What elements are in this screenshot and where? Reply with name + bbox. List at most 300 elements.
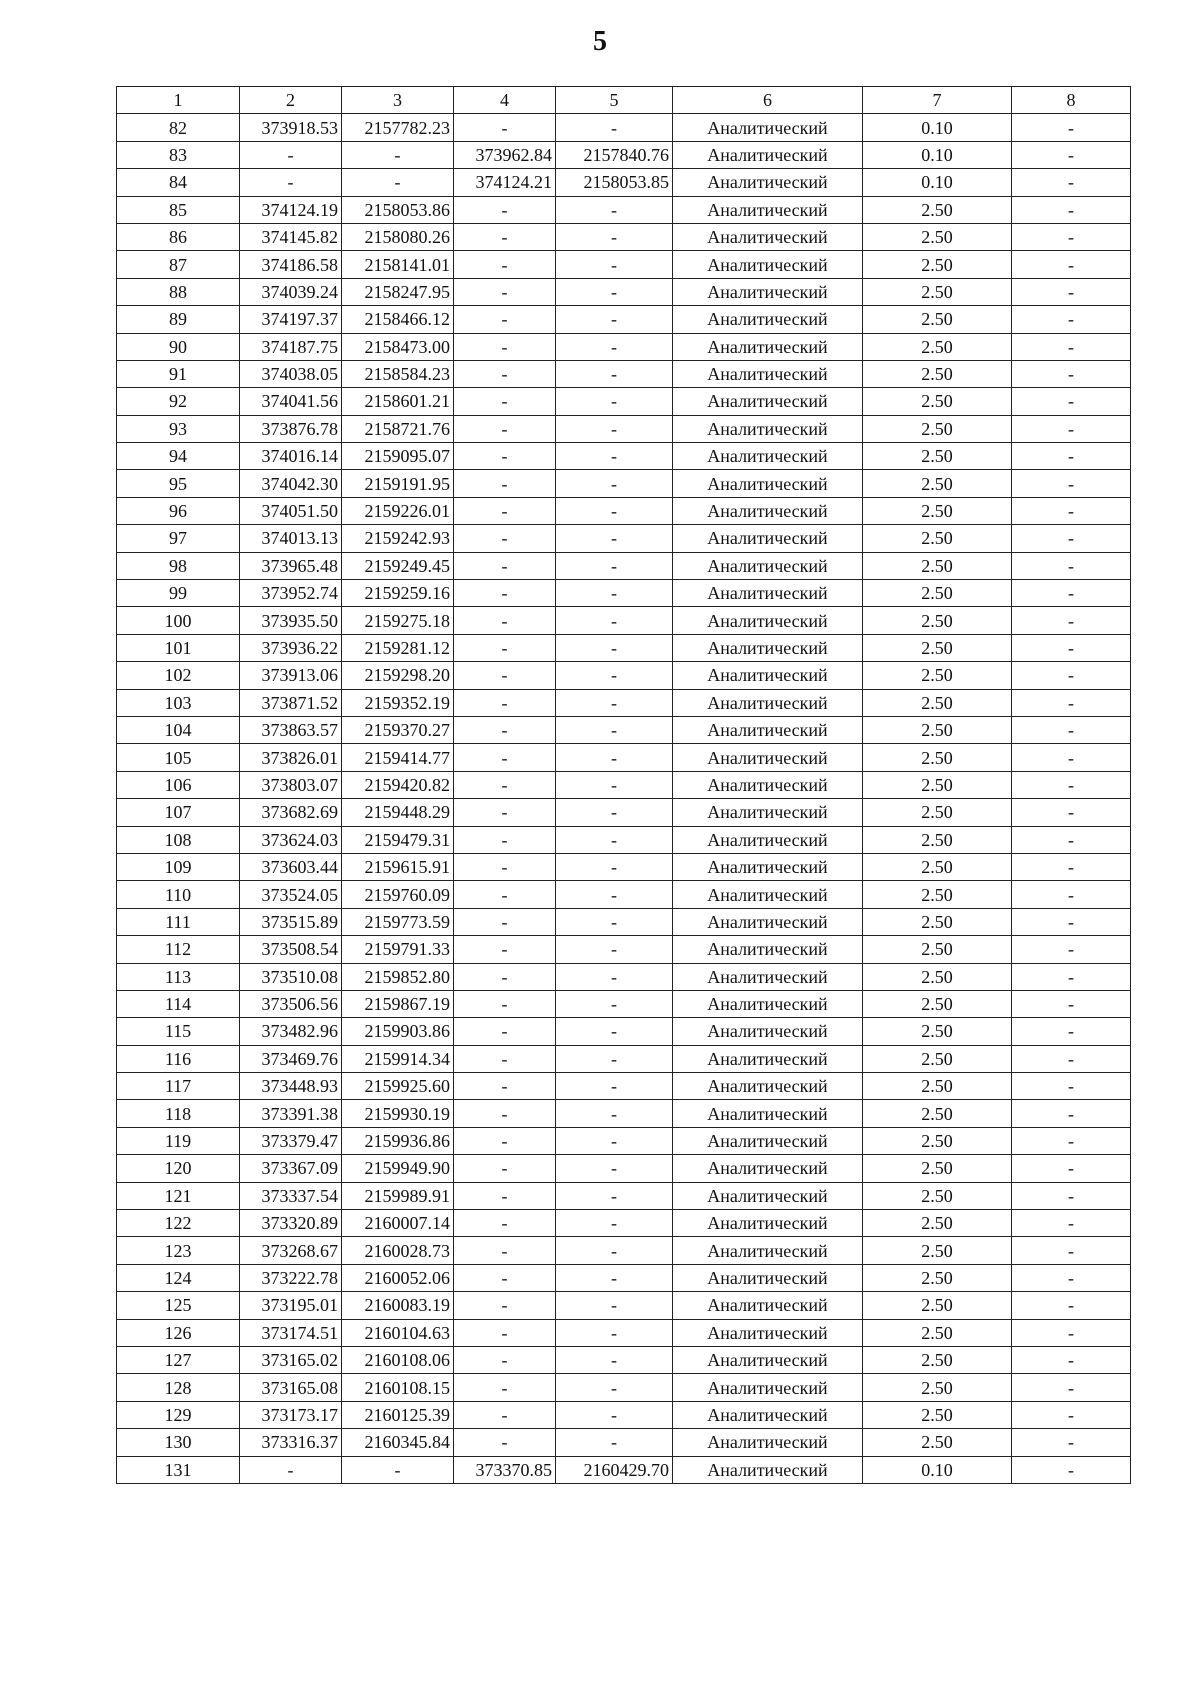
accuracy-cell: 0.10	[863, 141, 1012, 168]
point-number-cell: 116	[117, 1045, 240, 1072]
x-coordinate-alt-cell: -	[454, 1100, 556, 1127]
y-coordinate-alt-cell: -	[556, 580, 673, 607]
y-coordinate-alt-cell: -	[556, 963, 673, 990]
table-row	[117, 1264, 1131, 1291]
x-coordinate-cell: 373524.05	[240, 881, 342, 908]
method-cell: Аналитический	[673, 1374, 863, 1401]
x-coordinate-alt-cell: -	[454, 1429, 556, 1456]
accuracy-cell: 2.50	[863, 607, 1012, 634]
note-cell: -	[1012, 1456, 1131, 1483]
point-number-cell: 99	[117, 580, 240, 607]
table-row	[117, 1182, 1131, 1209]
note-cell: -	[1012, 662, 1131, 689]
point-number-cell: 103	[117, 689, 240, 716]
method-cell: Аналитический	[673, 169, 863, 196]
accuracy-cell: 2.50	[863, 662, 1012, 689]
x-coordinate-alt-cell: -	[454, 196, 556, 223]
x-coordinate-alt-cell: -	[454, 990, 556, 1017]
table-row	[117, 1127, 1131, 1154]
note-cell: -	[1012, 169, 1131, 196]
y-coordinate-alt-cell: -	[556, 497, 673, 524]
point-number-cell: 111	[117, 908, 240, 935]
accuracy-cell: 2.50	[863, 990, 1012, 1017]
point-number-cell: 83	[117, 141, 240, 168]
x-coordinate-alt-cell: -	[454, 908, 556, 935]
y-coordinate-cell: 2159852.80	[342, 963, 454, 990]
accuracy-cell: 2.50	[863, 360, 1012, 387]
x-coordinate-alt-cell: 373370.85	[454, 1456, 556, 1483]
point-number-cell: 122	[117, 1210, 240, 1237]
column-header: 5	[556, 87, 673, 114]
x-coordinate-alt-cell: -	[454, 963, 556, 990]
y-coordinate-cell: 2160007.14	[342, 1210, 454, 1237]
note-cell: -	[1012, 415, 1131, 442]
point-number-cell: 98	[117, 552, 240, 579]
y-coordinate-cell: 2159773.59	[342, 908, 454, 935]
x-coordinate-cell: 373624.03	[240, 826, 342, 853]
table-row	[117, 497, 1131, 524]
method-cell: Аналитический	[673, 744, 863, 771]
x-coordinate-alt-cell: -	[454, 1155, 556, 1182]
y-coordinate-cell: 2159936.86	[342, 1127, 454, 1154]
accuracy-cell: 2.50	[863, 1073, 1012, 1100]
accuracy-cell: 2.50	[863, 1210, 1012, 1237]
point-number-cell: 126	[117, 1319, 240, 1346]
x-coordinate-cell: 374124.19	[240, 196, 342, 223]
x-coordinate-alt-cell: -	[454, 333, 556, 360]
y-coordinate-cell: 2159914.34	[342, 1045, 454, 1072]
x-coordinate-cell: 374039.24	[240, 278, 342, 305]
accuracy-cell: 2.50	[863, 525, 1012, 552]
point-number-cell: 101	[117, 634, 240, 661]
method-cell: Аналитический	[673, 525, 863, 552]
method-cell: Аналитический	[673, 580, 863, 607]
table-row	[117, 141, 1131, 168]
accuracy-cell: 2.50	[863, 415, 1012, 442]
table-row	[117, 1374, 1131, 1401]
table-row	[117, 1237, 1131, 1264]
x-coordinate-cell: 374042.30	[240, 470, 342, 497]
point-number-cell: 119	[117, 1127, 240, 1154]
column-header: 7	[863, 87, 1012, 114]
note-cell: -	[1012, 963, 1131, 990]
column-header: 6	[673, 87, 863, 114]
y-coordinate-cell: 2159298.20	[342, 662, 454, 689]
point-number-cell: 120	[117, 1155, 240, 1182]
method-cell: Аналитический	[673, 196, 863, 223]
point-number-cell: 107	[117, 799, 240, 826]
x-coordinate-cell: 373195.01	[240, 1292, 342, 1319]
note-cell: -	[1012, 1264, 1131, 1291]
table-row	[117, 908, 1131, 935]
point-number-cell: 130	[117, 1429, 240, 1456]
table-row	[117, 443, 1131, 470]
note-cell: -	[1012, 470, 1131, 497]
note-cell: -	[1012, 1429, 1131, 1456]
point-number-cell: 114	[117, 990, 240, 1017]
point-number-cell: 124	[117, 1264, 240, 1291]
y-coordinate-cell: 2159949.90	[342, 1155, 454, 1182]
method-cell: Аналитический	[673, 306, 863, 333]
accuracy-cell: 2.50	[863, 936, 1012, 963]
point-number-cell: 93	[117, 415, 240, 442]
point-number-cell: 118	[117, 1100, 240, 1127]
note-cell: -	[1012, 525, 1131, 552]
y-coordinate-alt-cell: -	[556, 853, 673, 880]
accuracy-cell: 2.50	[863, 1374, 1012, 1401]
y-coordinate-cell: 2159226.01	[342, 497, 454, 524]
note-cell: -	[1012, 1210, 1131, 1237]
y-coordinate-alt-cell: -	[556, 333, 673, 360]
note-cell: -	[1012, 1127, 1131, 1154]
accuracy-cell: 2.50	[863, 333, 1012, 360]
point-number-cell: 86	[117, 223, 240, 250]
note-cell: -	[1012, 990, 1131, 1017]
method-cell: Аналитический	[673, 1018, 863, 1045]
table-row	[117, 963, 1131, 990]
y-coordinate-cell: 2159867.19	[342, 990, 454, 1017]
point-number-cell: 97	[117, 525, 240, 552]
y-coordinate-alt-cell: -	[556, 306, 673, 333]
x-coordinate-cell: 374051.50	[240, 497, 342, 524]
y-coordinate-alt-cell: -	[556, 1100, 673, 1127]
point-number-cell: 121	[117, 1182, 240, 1209]
accuracy-cell: 2.50	[863, 552, 1012, 579]
x-coordinate-alt-cell: -	[454, 634, 556, 661]
note-cell: -	[1012, 1237, 1131, 1264]
accuracy-cell: 2.50	[863, 716, 1012, 743]
x-coordinate-alt-cell: -	[454, 1401, 556, 1428]
x-coordinate-cell: 373482.96	[240, 1018, 342, 1045]
x-coordinate-alt-cell: -	[454, 525, 556, 552]
accuracy-cell: 2.50	[863, 1346, 1012, 1373]
method-cell: Аналитический	[673, 908, 863, 935]
y-coordinate-cell: 2160028.73	[342, 1237, 454, 1264]
x-coordinate-cell: 373952.74	[240, 580, 342, 607]
y-coordinate-cell: 2158721.76	[342, 415, 454, 442]
x-coordinate-alt-cell: -	[454, 662, 556, 689]
y-coordinate-alt-cell: -	[556, 744, 673, 771]
point-number-cell: 128	[117, 1374, 240, 1401]
y-coordinate-alt-cell: -	[556, 196, 673, 223]
y-coordinate-cell: 2157782.23	[342, 114, 454, 141]
point-number-cell: 127	[117, 1346, 240, 1373]
table-row	[117, 607, 1131, 634]
table-row	[117, 1045, 1131, 1072]
y-coordinate-cell: 2158141.01	[342, 251, 454, 278]
table-row	[117, 251, 1131, 278]
point-number-cell: 110	[117, 881, 240, 908]
table-row	[117, 306, 1131, 333]
accuracy-cell: 2.50	[863, 1237, 1012, 1264]
point-number-cell: 102	[117, 662, 240, 689]
table-row	[117, 415, 1131, 442]
note-cell: -	[1012, 634, 1131, 661]
accuracy-cell: 2.50	[863, 497, 1012, 524]
y-coordinate-cell: 2159615.91	[342, 853, 454, 880]
table-row	[117, 360, 1131, 387]
x-coordinate-alt-cell: -	[454, 799, 556, 826]
y-coordinate-alt-cell: -	[556, 1155, 673, 1182]
x-coordinate-cell: 373935.50	[240, 607, 342, 634]
y-coordinate-cell: 2160104.63	[342, 1319, 454, 1346]
x-coordinate-alt-cell: -	[454, 306, 556, 333]
method-cell: Аналитический	[673, 1429, 863, 1456]
accuracy-cell: 2.50	[863, 744, 1012, 771]
point-number-cell: 123	[117, 1237, 240, 1264]
table-row	[117, 1456, 1131, 1483]
note-cell: -	[1012, 388, 1131, 415]
x-coordinate-cell: 374145.82	[240, 223, 342, 250]
y-coordinate-alt-cell: -	[556, 443, 673, 470]
x-coordinate-alt-cell: -	[454, 1237, 556, 1264]
note-cell: -	[1012, 443, 1131, 470]
accuracy-cell: 2.50	[863, 1264, 1012, 1291]
y-coordinate-cell: 2159903.86	[342, 1018, 454, 1045]
x-coordinate-alt-cell: -	[454, 251, 556, 278]
accuracy-cell: 2.50	[863, 1401, 1012, 1428]
method-cell: Аналитический	[673, 936, 863, 963]
method-cell: Аналитический	[673, 1155, 863, 1182]
column-header: 2	[240, 87, 342, 114]
table-row	[117, 1210, 1131, 1237]
x-coordinate-cell: 373391.38	[240, 1100, 342, 1127]
accuracy-cell: 2.50	[863, 306, 1012, 333]
coordinates-table	[116, 86, 1131, 1484]
y-coordinate-cell: 2159242.93	[342, 525, 454, 552]
note-cell: -	[1012, 251, 1131, 278]
table-row	[117, 1346, 1131, 1373]
table-row	[117, 1429, 1131, 1456]
note-cell: -	[1012, 1155, 1131, 1182]
table-row	[117, 388, 1131, 415]
accuracy-cell: 2.50	[863, 881, 1012, 908]
table-row	[117, 333, 1131, 360]
x-coordinate-alt-cell: -	[454, 1292, 556, 1319]
table-row	[117, 114, 1131, 141]
y-coordinate-alt-cell: 2157840.76	[556, 141, 673, 168]
method-cell: Аналитический	[673, 470, 863, 497]
x-coordinate-cell: 374038.05	[240, 360, 342, 387]
x-coordinate-cell: 373469.76	[240, 1045, 342, 1072]
accuracy-cell: 2.50	[863, 853, 1012, 880]
y-coordinate-cell: 2159930.19	[342, 1100, 454, 1127]
y-coordinate-alt-cell: -	[556, 1210, 673, 1237]
table-row	[117, 169, 1131, 196]
table-row	[117, 799, 1131, 826]
y-coordinate-alt-cell: -	[556, 634, 673, 661]
y-coordinate-alt-cell: -	[556, 525, 673, 552]
note-cell: -	[1012, 771, 1131, 798]
note-cell: -	[1012, 1182, 1131, 1209]
x-coordinate-cell: 374041.56	[240, 388, 342, 415]
y-coordinate-cell: 2158584.23	[342, 360, 454, 387]
x-coordinate-alt-cell: 374124.21	[454, 169, 556, 196]
table-row	[117, 196, 1131, 223]
note-cell: -	[1012, 1073, 1131, 1100]
y-coordinate-cell: 2159479.31	[342, 826, 454, 853]
y-coordinate-cell: 2159370.27	[342, 716, 454, 743]
y-coordinate-alt-cell: -	[556, 771, 673, 798]
y-coordinate-alt-cell: -	[556, 552, 673, 579]
y-coordinate-alt-cell: -	[556, 1045, 673, 1072]
x-coordinate-cell: 373320.89	[240, 1210, 342, 1237]
x-coordinate-cell: 373316.37	[240, 1429, 342, 1456]
note-cell: -	[1012, 306, 1131, 333]
y-coordinate-cell: 2160108.15	[342, 1374, 454, 1401]
note-cell: -	[1012, 853, 1131, 880]
x-coordinate-alt-cell: -	[454, 936, 556, 963]
y-coordinate-alt-cell: -	[556, 1374, 673, 1401]
x-coordinate-cell: 373173.17	[240, 1401, 342, 1428]
note-cell: -	[1012, 1292, 1131, 1319]
column-header: 1	[117, 87, 240, 114]
point-number-cell: 112	[117, 936, 240, 963]
x-coordinate-cell: 373165.02	[240, 1346, 342, 1373]
y-coordinate-alt-cell: -	[556, 826, 673, 853]
x-coordinate-alt-cell: -	[454, 415, 556, 442]
y-coordinate-cell: 2158466.12	[342, 306, 454, 333]
x-coordinate-alt-cell: -	[454, 580, 556, 607]
x-coordinate-alt-cell: -	[454, 771, 556, 798]
x-coordinate-alt-cell: -	[454, 388, 556, 415]
method-cell: Аналитический	[673, 388, 863, 415]
point-number-cell: 87	[117, 251, 240, 278]
method-cell: Аналитический	[673, 278, 863, 305]
note-cell: -	[1012, 552, 1131, 579]
table-row	[117, 1292, 1131, 1319]
method-cell: Аналитический	[673, 114, 863, 141]
note-cell: -	[1012, 881, 1131, 908]
accuracy-cell: 2.50	[863, 443, 1012, 470]
accuracy-cell: 2.50	[863, 1319, 1012, 1346]
x-coordinate-cell: 373367.09	[240, 1155, 342, 1182]
table-row	[117, 1319, 1131, 1346]
table-body	[117, 114, 1131, 1484]
accuracy-cell: 2.50	[863, 1292, 1012, 1319]
y-coordinate-cell: 2159760.09	[342, 881, 454, 908]
method-cell: Аналитический	[673, 1292, 863, 1319]
column-header: 8	[1012, 87, 1131, 114]
note-cell: -	[1012, 716, 1131, 743]
note-cell: -	[1012, 141, 1131, 168]
note-cell: -	[1012, 689, 1131, 716]
accuracy-cell: 2.50	[863, 580, 1012, 607]
y-coordinate-alt-cell: -	[556, 1292, 673, 1319]
method-cell: Аналитический	[673, 360, 863, 387]
y-coordinate-cell: -	[342, 169, 454, 196]
x-coordinate-cell: 373918.53	[240, 114, 342, 141]
table-row	[117, 881, 1131, 908]
method-cell: Аналитический	[673, 141, 863, 168]
method-cell: Аналитический	[673, 333, 863, 360]
table-row	[117, 853, 1131, 880]
x-coordinate-cell: 374186.58	[240, 251, 342, 278]
x-coordinate-alt-cell: -	[454, 1319, 556, 1346]
y-coordinate-alt-cell: -	[556, 1127, 673, 1154]
table-row	[117, 936, 1131, 963]
y-coordinate-alt-cell: -	[556, 607, 673, 634]
method-cell: Аналитический	[673, 1346, 863, 1373]
point-number-cell: 108	[117, 826, 240, 853]
method-cell: Аналитический	[673, 662, 863, 689]
y-coordinate-cell: 2160108.06	[342, 1346, 454, 1373]
method-cell: Аналитический	[673, 607, 863, 634]
y-coordinate-alt-cell: -	[556, 908, 673, 935]
y-coordinate-alt-cell: -	[556, 1018, 673, 1045]
x-coordinate-cell: 373510.08	[240, 963, 342, 990]
column-header: 4	[454, 87, 556, 114]
y-coordinate-cell: 2158053.86	[342, 196, 454, 223]
y-coordinate-alt-cell: -	[556, 1264, 673, 1291]
method-cell: Аналитический	[673, 1073, 863, 1100]
x-coordinate-cell: 373603.44	[240, 853, 342, 880]
y-coordinate-cell: 2159249.45	[342, 552, 454, 579]
x-coordinate-alt-cell: -	[454, 278, 556, 305]
x-coordinate-alt-cell: -	[454, 1045, 556, 1072]
y-coordinate-cell: 2158247.95	[342, 278, 454, 305]
x-coordinate-alt-cell: -	[454, 826, 556, 853]
x-coordinate-cell: 373876.78	[240, 415, 342, 442]
x-coordinate-alt-cell: -	[454, 1346, 556, 1373]
y-coordinate-alt-cell: -	[556, 689, 673, 716]
y-coordinate-alt-cell: 2158053.85	[556, 169, 673, 196]
y-coordinate-alt-cell: -	[556, 716, 673, 743]
accuracy-cell: 2.50	[863, 1018, 1012, 1045]
method-cell: Аналитический	[673, 1182, 863, 1209]
accuracy-cell: 2.50	[863, 1155, 1012, 1182]
y-coordinate-cell: 2160345.84	[342, 1429, 454, 1456]
table-row	[117, 278, 1131, 305]
x-coordinate-alt-cell: -	[454, 470, 556, 497]
point-number-cell: 94	[117, 443, 240, 470]
y-coordinate-cell: 2160125.39	[342, 1401, 454, 1428]
x-coordinate-cell: 373826.01	[240, 744, 342, 771]
x-coordinate-alt-cell: -	[454, 497, 556, 524]
method-cell: Аналитический	[673, 1210, 863, 1237]
x-coordinate-alt-cell: -	[454, 744, 556, 771]
point-number-cell: 109	[117, 853, 240, 880]
table-row	[117, 990, 1131, 1017]
x-coordinate-cell: 373174.51	[240, 1319, 342, 1346]
method-cell: Аналитический	[673, 634, 863, 661]
method-cell: Аналитический	[673, 443, 863, 470]
x-coordinate-alt-cell: -	[454, 552, 556, 579]
method-cell: Аналитический	[673, 826, 863, 853]
table-row	[117, 223, 1131, 250]
accuracy-cell: 0.10	[863, 169, 1012, 196]
y-coordinate-cell: 2158080.26	[342, 223, 454, 250]
method-cell: Аналитический	[673, 497, 863, 524]
x-coordinate-alt-cell: -	[454, 1374, 556, 1401]
point-number-cell: 92	[117, 388, 240, 415]
note-cell: -	[1012, 799, 1131, 826]
y-coordinate-alt-cell: -	[556, 251, 673, 278]
x-coordinate-alt-cell: -	[454, 853, 556, 880]
method-cell: Аналитический	[673, 1100, 863, 1127]
method-cell: Аналитический	[673, 990, 863, 1017]
accuracy-cell: 2.50	[863, 963, 1012, 990]
y-coordinate-cell: 2160083.19	[342, 1292, 454, 1319]
note-cell: -	[1012, 908, 1131, 935]
table-row	[117, 634, 1131, 661]
method-cell: Аналитический	[673, 223, 863, 250]
x-coordinate-cell: 373506.56	[240, 990, 342, 1017]
method-cell: Аналитический	[673, 716, 863, 743]
x-coordinate-cell: 374016.14	[240, 443, 342, 470]
x-coordinate-cell: 373337.54	[240, 1182, 342, 1209]
y-coordinate-cell: 2159989.91	[342, 1182, 454, 1209]
